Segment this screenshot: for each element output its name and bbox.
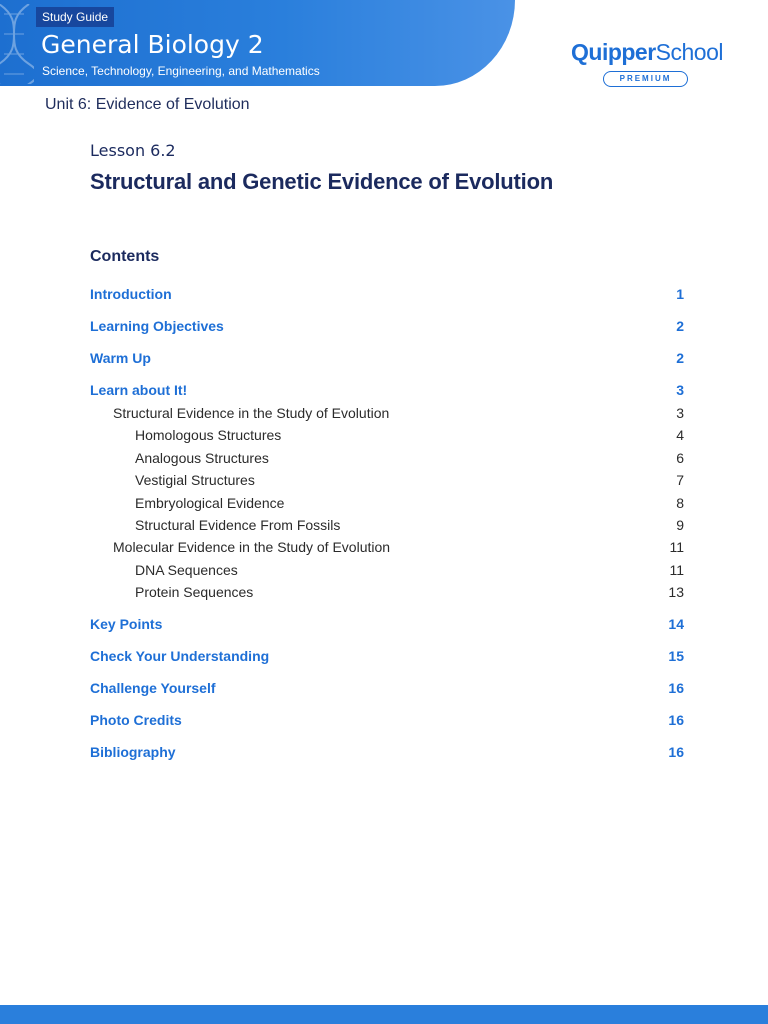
toc-entry[interactable]	[90, 581, 684, 603]
course-title: General Biology 2	[41, 30, 264, 59]
toc-entry-label: Learn about It!	[90, 382, 188, 398]
toc-entry-label: Homologous Structures	[135, 427, 282, 443]
toc-entry[interactable]	[90, 379, 684, 401]
toc-entry[interactable]	[90, 283, 684, 305]
toc-entry[interactable]	[90, 536, 684, 558]
header-banner	[0, 0, 515, 86]
toc-entry-label: Embryological Evidence	[135, 495, 285, 511]
toc-entry[interactable]	[90, 424, 684, 446]
toc-entry[interactable]	[90, 741, 684, 763]
toc-entry-page: 2	[676, 350, 684, 366]
toc-entry-page: 3	[676, 405, 684, 421]
toc-entry-page: 3	[676, 382, 684, 398]
toc-entry[interactable]	[90, 514, 684, 536]
quipper-school-logo	[571, 38, 723, 90]
toc-entry-label: Check Your Understanding	[90, 648, 270, 664]
toc-entry-page: 11	[669, 539, 684, 555]
course-subtitle: Science, Technology, Engineering, and Mathematics	[42, 64, 320, 78]
toc-entry[interactable]	[90, 402, 684, 424]
toc-entry-label: Photo Credits	[90, 712, 182, 728]
toc-entry[interactable]	[90, 447, 684, 469]
toc-entry[interactable]	[90, 492, 684, 514]
toc-entry[interactable]	[90, 709, 684, 731]
toc-entry-page: 1	[676, 286, 684, 302]
toc-entry-label: Structural Evidence in the Study of Evolution	[113, 405, 390, 421]
contents-heading: Contents	[90, 248, 160, 265]
toc-entry[interactable]	[90, 469, 684, 491]
toc-entry-page: 2	[676, 318, 684, 334]
toc-entry-page: 13	[668, 584, 684, 600]
toc-entry[interactable]	[90, 559, 684, 581]
unit-title: Unit 6: Evidence of Evolution	[45, 96, 250, 113]
toc-entry-label: Vestigial Structures	[135, 472, 255, 488]
footer-bar	[0, 1005, 768, 1024]
premium-badge: PREMIUM	[603, 71, 688, 87]
toc-entry-page: 16	[668, 744, 684, 760]
dna-helix-icon	[0, 4, 34, 84]
lesson-title: Structural and Genetic Evidence of Evolution	[90, 169, 554, 194]
toc-entry-label: Protein Sequences	[135, 584, 254, 600]
lesson-label: Lesson 6.2	[90, 141, 176, 160]
toc-entry-page: 9	[676, 517, 684, 533]
toc-entry-page: 6	[676, 450, 684, 466]
toc-entry-page: 16	[668, 712, 684, 728]
toc-entry-page: 14	[668, 616, 684, 632]
toc-entry[interactable]	[90, 315, 684, 337]
study-guide-badge: Study Guide	[36, 7, 114, 27]
toc-entry-label: Bibliography	[90, 744, 176, 760]
toc-entry-label: Analogous Structures	[135, 450, 269, 466]
toc-entry-page: 8	[676, 495, 684, 511]
toc-entry-page: 4	[676, 427, 684, 443]
toc-entry[interactable]	[90, 347, 684, 369]
toc-entry[interactable]	[90, 677, 684, 699]
toc-entry-label: Challenge Yourself	[90, 680, 216, 696]
toc-entry[interactable]	[90, 613, 684, 635]
toc-entry-page: 16	[668, 680, 684, 696]
toc-entry-label: Introduction	[90, 286, 172, 302]
toc-entry-page: 15	[668, 648, 684, 664]
logo-wordmark: QuipperSchool	[571, 39, 723, 65]
toc-entry-label: DNA Sequences	[135, 562, 238, 578]
toc-entry-label: Structural Evidence From Fossils	[135, 517, 341, 533]
toc-entry-page: 7	[676, 472, 684, 488]
toc-entry-page: 11	[669, 562, 684, 578]
toc-entry-label: Learning Objectives	[90, 318, 224, 334]
toc-entry-label: Key Points	[90, 616, 163, 632]
toc-entry-label: Molecular Evidence in the Study of Evolution	[113, 539, 391, 555]
toc-entry-label: Warm Up	[90, 350, 151, 366]
toc-entry[interactable]	[90, 645, 684, 667]
